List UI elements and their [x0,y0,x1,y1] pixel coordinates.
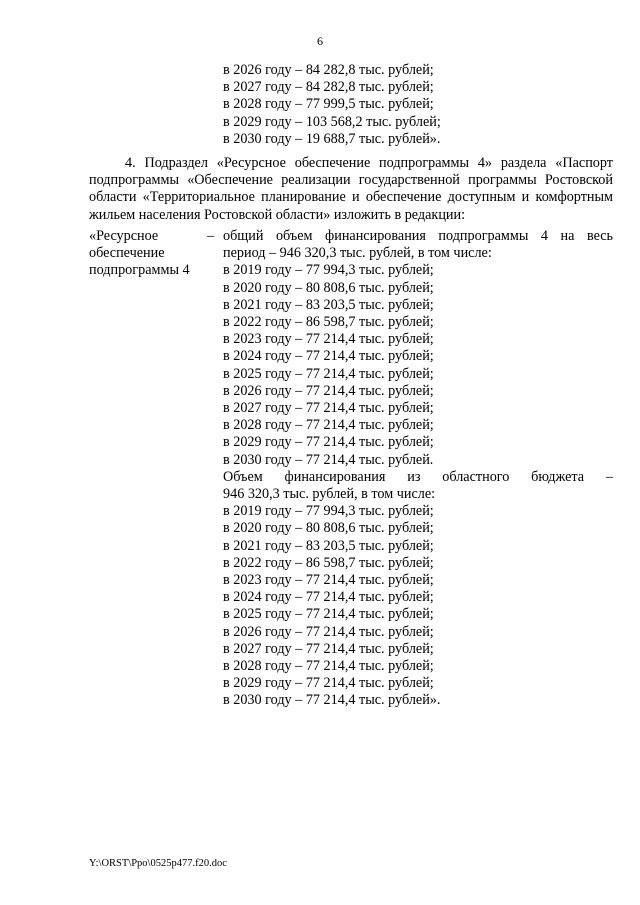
list-item: в 2028 году – 77 999,5 тыс. рублей; [223,96,434,113]
passport-label [89,228,207,280]
list-item: в 2020 году – 80 808,6 тыс. рублей; [223,279,434,296]
list-item: в 2024 году – 77 214,4 тыс. рублей; [223,348,434,365]
list-item: в 2029 году – 77 214,4 тыс. рублей; [223,675,434,692]
list-item: в 2021 году – 83 203,5 тыс. рублей; [223,296,434,313]
list-item: в 2024 году – 77 214,4 тыс. рублей; [223,589,434,606]
list-item: в 2027 году – 77 214,4 тыс. рублей; [223,640,434,657]
list-item: в 2025 году – 77 214,4 тыс. рублей; [223,365,434,382]
label-line: подпрограммы 4 [89,262,190,279]
paragraph-4: 4. Подраздел «Ресурсное обеспечение подпрограммы 4» раздела «Паспорт подпрограммы «Обеспечение реализации государственной программы Ростовской области «Территориальное планирование и обеспечение доступным и комфортным жильем населения Ростовской области» изложить в редакции: [89,155,613,223]
list-item: в 2027 году – 84 282,8 тыс. рублей; [223,79,434,96]
list-item: в 2030 году – 19 688,7 тыс. рублей». [223,130,441,147]
page-number: 6 [317,34,323,48]
regional-funding-line: Объем финансирования из областного бюджета – [223,468,613,485]
list-item: в 2023 году – 77 214,4 тыс. рублей; [223,331,434,348]
total-funding-line: период – 946 320,3 тыс. рублей, в том числе: [223,245,492,262]
list-item: в 2025 году – 77 214,4 тыс. рублей; [223,606,434,623]
list-item: в 2030 году – 77 214,4 тыс. рублей. [223,451,434,468]
list-item: в 2027 году – 77 214,4 тыс. рублей; [223,400,434,417]
list-item: в 2026 году – 77 214,4 тыс. рублей; [223,382,434,399]
regional-funding-line: 946 320,3 тыс. рублей, в том числе: [223,486,436,503]
list-item: в 2019 году – 77 994,3 тыс. рублей; [223,262,434,279]
list-item: в 2028 году – 77 214,4 тыс. рублей; [223,417,434,434]
passport-content [223,228,613,710]
total-funding-line: общий объем финансирования подпрограммы 4 на весь [223,228,613,244]
list-item: в 2028 году – 77 214,4 тыс. рублей; [223,658,434,675]
list-item: в 2029 году – 77 214,4 тыс. рублей; [223,434,434,451]
list-item: в 2023 году – 77 214,4 тыс. рублей; [223,572,434,589]
label-line: «Ресурсное [89,228,159,244]
list-item: в 2020 году – 80 808,6 тыс. рублей; [223,520,434,537]
list-item: в 2019 году – 77 994,3 тыс. рублей; [223,503,434,520]
top-year-list [223,62,441,148]
label-line: обеспечение [89,245,165,262]
list-item: в 2021 году – 83 203,5 тыс. рублей; [223,537,434,554]
list-item: в 2022 году – 86 598,7 тыс. рублей; [223,554,434,571]
footer-file-path: Y:\ORST\Ppo\0525p477.f20.doc [89,858,227,869]
list-item: в 2030 году – 77 214,4 тыс. рублей». [223,692,441,709]
list-item: в 2022 году – 86 598,7 тыс. рублей; [223,314,434,331]
list-item: в 2026 году – 77 214,4 тыс. рублей; [223,623,434,640]
list-item: в 2029 году – 103 568,2 тыс. рублей; [223,113,441,130]
dash-separator: – [207,228,215,244]
list-item: в 2026 году – 84 282,8 тыс. рублей; [223,62,434,78]
